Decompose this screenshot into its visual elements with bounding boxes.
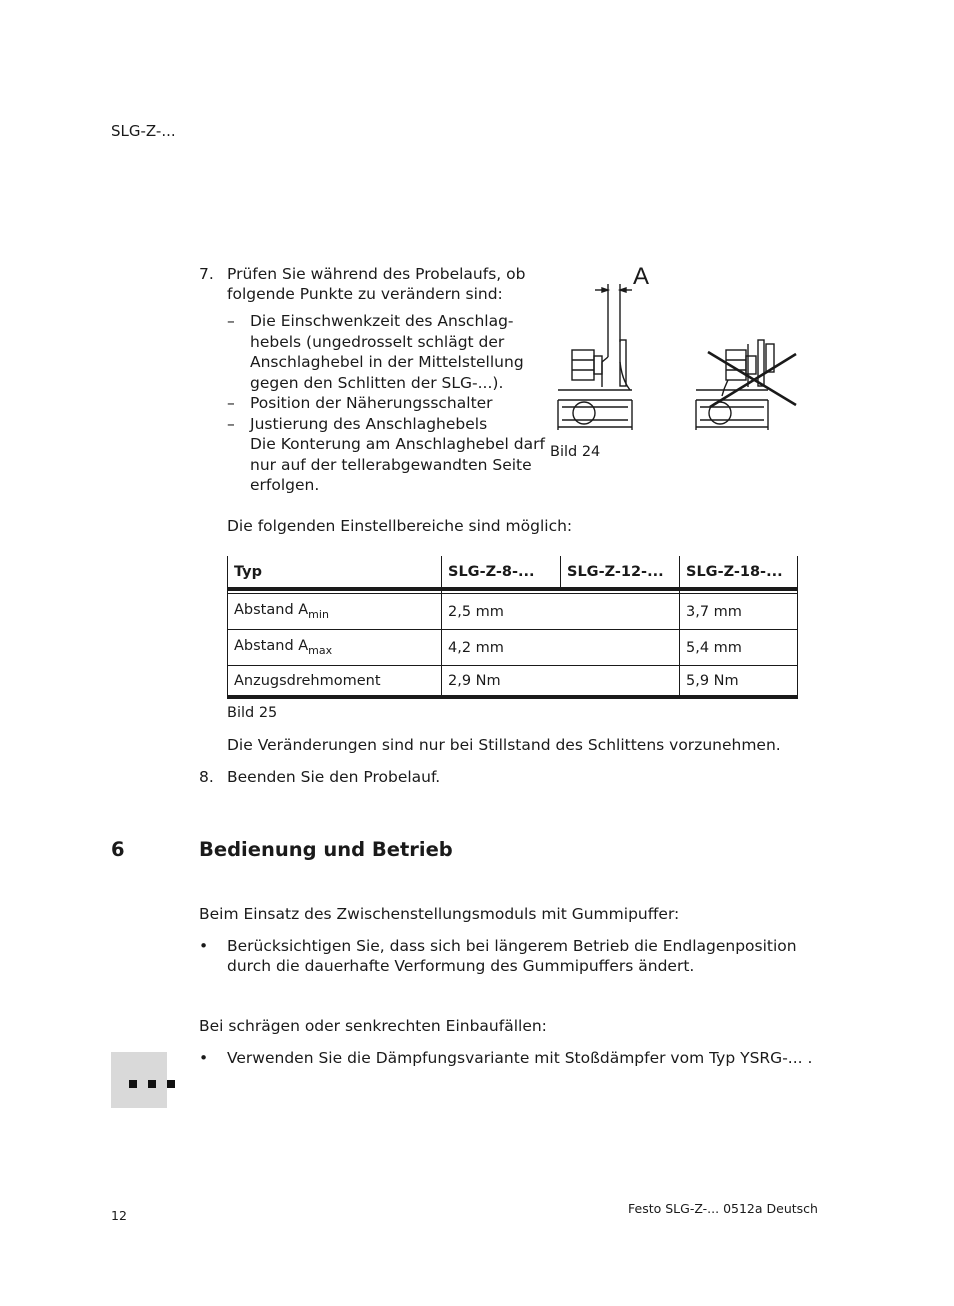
section-para-1: Beim Einsatz des Zwischenstellungsmoduls mit Gummipuffer:	[199, 905, 680, 923]
bullet-2: Verwenden Sie die Dämpfungsvariante mit Stoßdämpfer vom Typ YSRG-... .	[227, 1049, 813, 1067]
cross-line-1	[708, 352, 796, 405]
section-title: Bedienung und Betrieb	[199, 838, 453, 861]
continuation-marker	[111, 1052, 167, 1108]
figure-24-caption: Bild 24	[550, 444, 601, 460]
step-7-text-line1: Prüfen Sie während des Probelaufs, ob	[227, 265, 526, 283]
figure-24-drawing	[550, 262, 810, 437]
table-header-row	[228, 556, 798, 589]
bullet-1-line1: Berücksichtigen Sie, dass sich bei längerem Betrieb die Endlagenposition	[227, 937, 797, 955]
bullet-1-line2: durch die dauerhafte Verformung des Gummipuffers ändert.	[227, 957, 695, 975]
header-typ: Typ	[228, 556, 442, 589]
bullet-dash: –	[227, 312, 235, 330]
dimension-label-a: A	[633, 263, 650, 290]
table-row	[228, 666, 798, 698]
row-value-8-12: 2,5 mm	[442, 594, 680, 630]
header-slg-z-8: SLG-Z-8-...	[442, 556, 561, 589]
table-row	[228, 594, 798, 630]
section-para-2: Bei schrägen oder senkrechten Einbaufällen:	[199, 1017, 547, 1035]
section-number: 6	[111, 838, 125, 861]
header-slg-z-18: SLG-Z-18-...	[680, 556, 798, 589]
settings-table	[227, 556, 798, 699]
page-number: 12	[111, 1208, 127, 1223]
row-value-8-12: 4,2 mm	[442, 630, 680, 666]
bullet-line: gegen den Schlitten der SLG-...).	[250, 373, 504, 392]
bullet-line: Position der Näherungsschalter	[250, 394, 493, 412]
step-7-number: 7.	[199, 265, 214, 283]
bullet-dash: –	[227, 394, 235, 412]
bullet-line: Die Einschwenkzeit des Anschlag-	[250, 312, 514, 330]
bullet-line: nur auf der tellerabgewandten Seite	[250, 455, 532, 474]
row-value-8-12: 2,9 Nm	[442, 666, 680, 698]
bullet-dash: –	[227, 414, 235, 433]
footer-doc-info: Festo SLG-Z-... 0512a Deutsch	[628, 1201, 818, 1216]
bullet-line: Die Konterung am Anschlaghebel darf	[250, 435, 545, 453]
row-label: Abstand $A_{min}$	[228, 594, 442, 630]
bullet-symbol: •	[199, 1049, 209, 1067]
bullet-symbol: •	[199, 937, 209, 955]
row-value-18: 5,4 mm	[680, 630, 798, 666]
bullet-line: erfolgen.	[250, 476, 320, 494]
step-8-text: Beenden Sie den Probelauf.	[227, 768, 441, 786]
row-label: Anzugsdrehmoment	[228, 666, 442, 698]
header-slg-z-12: SLG-Z-12-...	[561, 556, 680, 589]
bullet-line: Justierung des Anschlaghebels	[250, 414, 488, 433]
table-row	[228, 630, 798, 666]
row-value-18: 3,7 mm	[680, 594, 798, 630]
step-8-number: 8.	[199, 768, 214, 786]
bullet-line: Anschlaghebel in der Mittelstellung	[250, 353, 524, 371]
step-7-text-line2: folgende Punkte zu verändern sind:	[227, 285, 503, 303]
bullet-line: hebels (ungedrosselt schlägt der	[250, 332, 505, 351]
ranges-intro: Die folgenden Einstellbereiche sind möglich:	[227, 517, 573, 535]
document-code: SLG-Z-...	[111, 122, 176, 140]
row-label: Abstand $A_{max}$	[228, 630, 442, 666]
standstill-note: Die Veränderungen sind nur bei Stillstand des Schlittens vorzunehmen.	[227, 736, 781, 754]
figure-25-caption: Bild 25	[227, 705, 278, 721]
row-value-18: 5,9 Nm	[680, 666, 798, 698]
